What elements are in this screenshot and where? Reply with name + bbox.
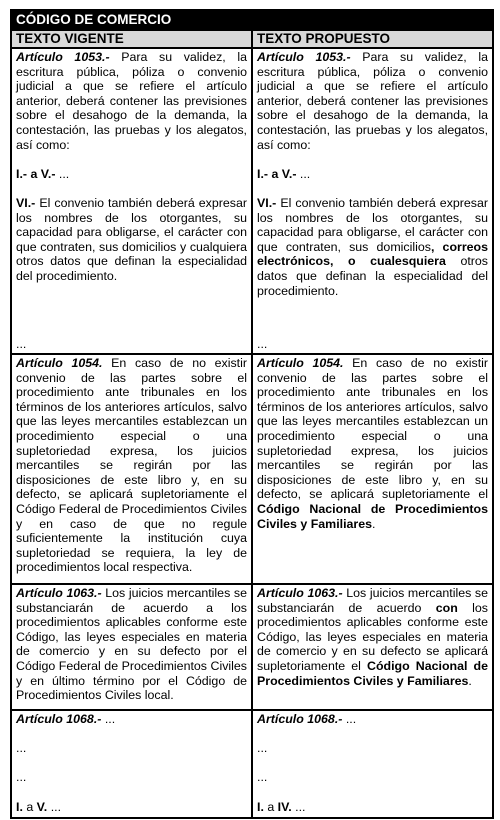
table-row-1063 <box>11 584 493 710</box>
fraction-vi: VI.- El convenio también deberá expresar los nombres de los otorgantes, su capacidad para obligarse, el carácter con que contraten, sus domicilios, correos electrónicos, o cualesquiera otros datos que definan la especialidad del procedimiento. <box>257 195 489 298</box>
ellipsis: ... <box>257 770 268 785</box>
column-header-proposed: TEXTO PROPUESTO <box>252 30 493 48</box>
table-row-1054 <box>11 354 493 584</box>
fraction-vi: VI.- El convenio también deberá expresar los nombres de los otorgantes, su capacidad para obligarse, el carácter con que contraten, sus domicilios y cualquiera otros datos que definan la especialidad del procedimiento. <box>16 195 247 283</box>
cell-proposed-1053 <box>252 48 493 354</box>
cell-current-1053 <box>11 48 252 354</box>
ellipsis: ... <box>16 741 27 756</box>
ellipsis: ... <box>16 337 27 352</box>
table-row-1068 <box>11 710 493 818</box>
article-head: Artículo 1068.- ... <box>16 712 116 726</box>
cell-current-1063 <box>11 584 252 710</box>
table-title: CÓDIGO DE COMERCIO <box>11 10 493 30</box>
cell-proposed-1068 <box>252 710 493 818</box>
fraction-range: I.- a V.- ... <box>257 166 311 181</box>
article-intro: Artículo 1053.- Para su validez, la escritura pública, póliza o convenio judicial a que se refiere el artículo anterior, deberá contener las previsiones sobre el desahogo de la demanda, la contestación, las pruebas y los alegatos, así como: <box>257 50 489 152</box>
fraction-range: I. a V. ... <box>16 799 62 814</box>
article-intro: Artículo 1053.- Para su validez, la escritura pública, póliza o convenio judicial a que se refiere el artículo anterior, deberá contener las previsiones sobre el desahogo de la demanda, la contestación, las pruebas y los alegatos, así como: <box>16 50 248 152</box>
ellipsis: ... <box>257 337 268 352</box>
cell-proposed-1054 <box>252 354 493 584</box>
article-text: Artículo 1063.- Los juicios mercantiles se substanciarán de acuerdo con los procedimientos aplicables conforme este Código, las leyes especiales en materia de comercio y en su defecto se aplicará supletoriamente el Código Nacional de Procedimientos Civiles y Familiares. <box>257 586 489 688</box>
column-header-current: TEXTO VIGENTE <box>11 30 252 48</box>
article-head: Artículo 1068.- ... <box>257 712 357 726</box>
fraction-range: I. a IV. ... <box>257 799 306 814</box>
fraction-range: I.- a V.- ... <box>16 166 70 181</box>
ellipsis: ... <box>16 770 27 785</box>
comparison-table <box>10 9 494 819</box>
cell-current-1068 <box>11 710 252 818</box>
cell-current-1054 <box>11 354 252 584</box>
table-row-1053 <box>11 48 493 354</box>
cell-proposed-1063 <box>252 584 493 710</box>
article-text: Artículo 1054. En caso de no existir convenio de las partes sobre el procedimiento ante tribunales en los términos de los anteriores artículos, salvo que las leyes mercantiles establezcan un procedimiento especial o una supletoriedad expresa, los juicios mercantiles se regirán por las disposiciones de este libro y, en su defecto, se aplicará supletoriamente el Código Nacional de Procedimientos Civiles y Familiares. <box>257 356 489 531</box>
article-text: Artículo 1063.- Los juicios mercantiles se substanciarán de acuerdo a los procedimientos aplicables conforme este Código, las leyes especiales en materia de comercio y en su defecto por el Código Federal de Procedimientos Civiles y en último término por el Código de Procedimientos Civiles local. <box>16 586 247 703</box>
article-text: Artículo 1054. En caso de no existir convenio de las partes sobre el procedimiento ante tribunales en los términos de los anteriores artículos, salvo que las leyes mercantiles establezcan un procedimiento especial o una supletoriedad expresa, los juicios mercantiles se regirán por las disposiciones de este libro y, en su defecto, se aplicará supletoriamente el Código Federal de Procedimientos Civiles y en caso de que no regule suficientemente la institución cuya supletoriedad se requiera, la ley de procedimientos local respectiva. <box>16 356 248 575</box>
ellipsis: ... <box>257 741 268 756</box>
